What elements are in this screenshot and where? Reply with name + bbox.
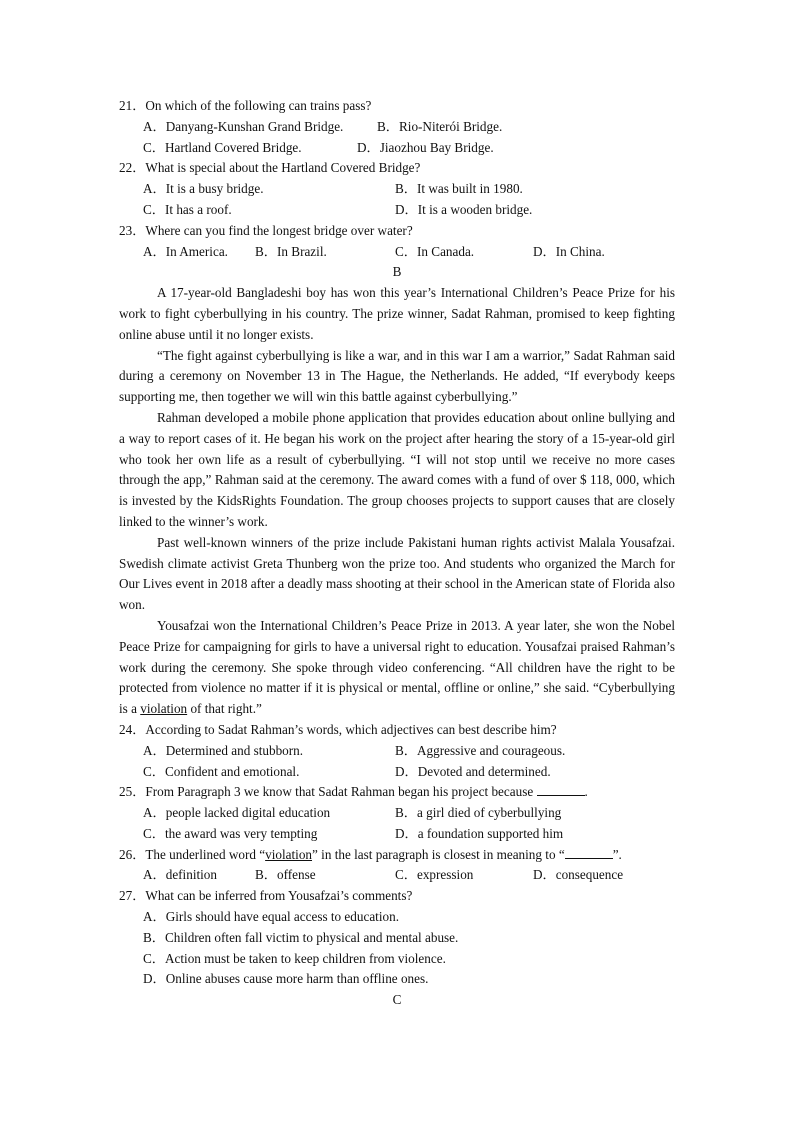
- options-row: [119, 824, 675, 845]
- question-stem: What is special about the Hartland Covered Bridge?: [145, 160, 421, 176]
- question-stem: Where can you find the longest bridge over water?: [145, 222, 413, 238]
- option-b: B．Children often fall victim to physical and mental abuse.: [143, 929, 459, 945]
- option-c: C．Confident and emotional.: [143, 763, 300, 779]
- option-c: C．It has a roof.: [143, 201, 232, 217]
- question-stem: What can be inferred from Yousafzai’s comments?: [145, 888, 413, 904]
- question-21: [119, 96, 675, 117]
- option-b: B．It was built in 1980.: [395, 181, 523, 197]
- passage-paragraph-4: Past well-known winners of the prize include Pakistani human rights activist Malala Yousafzai. Swedish climate activist Greta Thunberg won the prize too. And students who organized the March for Our Lives event in 2018 after a deadly mass shooting at their school in the American state of Florida also won.: [119, 534, 675, 613]
- option-d: D．Jiaozhou Bay Bridge.: [357, 139, 494, 155]
- options-row: [119, 865, 675, 886]
- passage-paragraph-1: A 17-year-old Bangladeshi boy has won this year’s International Children’s Peace Prize for his work to fight cyberbullying in his country. The prize winner, Sadat Rahman, promised to keep fighting online abuse until it no longer exists.: [119, 285, 675, 342]
- option-b: B．Rio-Niterói Bridge.: [377, 118, 503, 134]
- question-number: 21．: [119, 98, 146, 113]
- option-a: A．people lacked digital education: [143, 805, 331, 821]
- question-number: 27．: [119, 888, 146, 904]
- option-a: A．definition: [143, 867, 217, 883]
- exam-page: [119, 96, 675, 1011]
- option-c: C．Hartland Covered Bridge.: [143, 139, 302, 155]
- passage-paragraph-5: Yousafzai won the International Children’s Peace Prize in 2013. A year later, she won the Nobel Peace Prize for campaigning for girls to have a universal right to education. Yousafzai praised Rahman’s work during the ceremony. She spoke through video conferencing. “All children have the right to be protected from violence no matter if it is physical or mental, offline or online,” she said. “Cyberbullying is a violation of that right.”: [119, 617, 675, 717]
- option-a: A．Girls should have equal access to education.: [143, 909, 399, 925]
- section-heading-b: B: [392, 264, 402, 280]
- option-c: C．In Canada.: [395, 243, 475, 259]
- question-23: [119, 221, 675, 242]
- option-b: B．In Brazil.: [255, 243, 327, 259]
- options-row: [119, 803, 675, 824]
- underlined-word: violation: [265, 846, 313, 862]
- question-number: 26．: [119, 846, 146, 862]
- question-number: 25．: [119, 784, 146, 800]
- option-d: D．It is a wooden bridge.: [395, 201, 533, 217]
- option-c: C．the award was very tempting: [143, 825, 318, 841]
- section-heading-c: C: [392, 992, 402, 1008]
- options-row: [119, 200, 675, 221]
- option-a: A．It is a busy bridge.: [143, 181, 264, 197]
- underlined-word: violation: [140, 701, 188, 717]
- option-a: A．Determined and stubborn.: [143, 742, 304, 758]
- passage-paragraph-3: Rahman developed a mobile phone application that provides education about online bullying and a way to report cases of it. He began his work on the project after hearing the story of a 15-year-old girl who took her own life as a result of cyberbullying. “I will not stop until we receive no more cases through the app,” Rahman said at the ceremony. The award comes with a fund of over $ 118, 000, which is invested by the KidsRights Foundation. The group chooses projects to support causes that are closely linked to the winner’s work.: [119, 409, 675, 529]
- option-c: C．expression: [395, 867, 474, 883]
- question-25: 25．From Paragraph 3 we know that Sadat Rahman began his project because .: [119, 784, 588, 800]
- option-a: A．In America.: [143, 243, 228, 259]
- question-number: 23．: [119, 222, 146, 238]
- passage-paragraph-2: “The fight against cyberbullying is like a war, and in this war I am a warrior,” Sadat Rahman said during a ceremony on November 13 in The Hague, the Netherlands. He added, “If everybody keeps supporting me, then together we will win this battle against cyberbullying.”: [119, 347, 675, 405]
- question-stem: According to Sadat Rahman’s words, which adjectives can best describe him?: [145, 721, 557, 737]
- question-24: [119, 720, 675, 741]
- option-d: D．Devoted and determined.: [395, 763, 551, 779]
- question-27: [119, 886, 675, 907]
- option-a: A．Danyang-Kunshan Grand Bridge.: [143, 118, 344, 134]
- option-d: D．In China.: [533, 243, 605, 259]
- question-22: [119, 158, 675, 179]
- option-b: B．a girl died of cyberbullying: [395, 805, 562, 821]
- options-row: [119, 762, 675, 783]
- options-row: [119, 138, 675, 159]
- question-number: 24．: [119, 721, 146, 737]
- options-row: [119, 242, 675, 263]
- options-row: [119, 117, 675, 138]
- option-d: D．Online abuses cause more harm than offline ones.: [143, 971, 429, 987]
- option-d: D．a foundation supported him: [395, 825, 564, 841]
- answer-blank: [537, 782, 585, 796]
- question-number: 22．: [119, 160, 146, 176]
- option-b: B．Aggressive and courageous.: [395, 742, 566, 758]
- question-26: 26．The underlined word “violation” in the last paragraph is closest in meaning to “ ”.: [119, 846, 622, 862]
- options-row: [119, 741, 675, 762]
- option-d: D．consequence: [533, 867, 624, 883]
- question-stem: On which of the following can trains pass?: [145, 98, 372, 113]
- options-row: [119, 179, 675, 200]
- option-b: B．offense: [255, 867, 316, 883]
- option-c: C．Action must be taken to keep children from violence.: [143, 950, 446, 966]
- question-stem: From Paragraph 3 we know that Sadat Rahman began his project because: [145, 784, 534, 800]
- answer-blank: [565, 845, 613, 859]
